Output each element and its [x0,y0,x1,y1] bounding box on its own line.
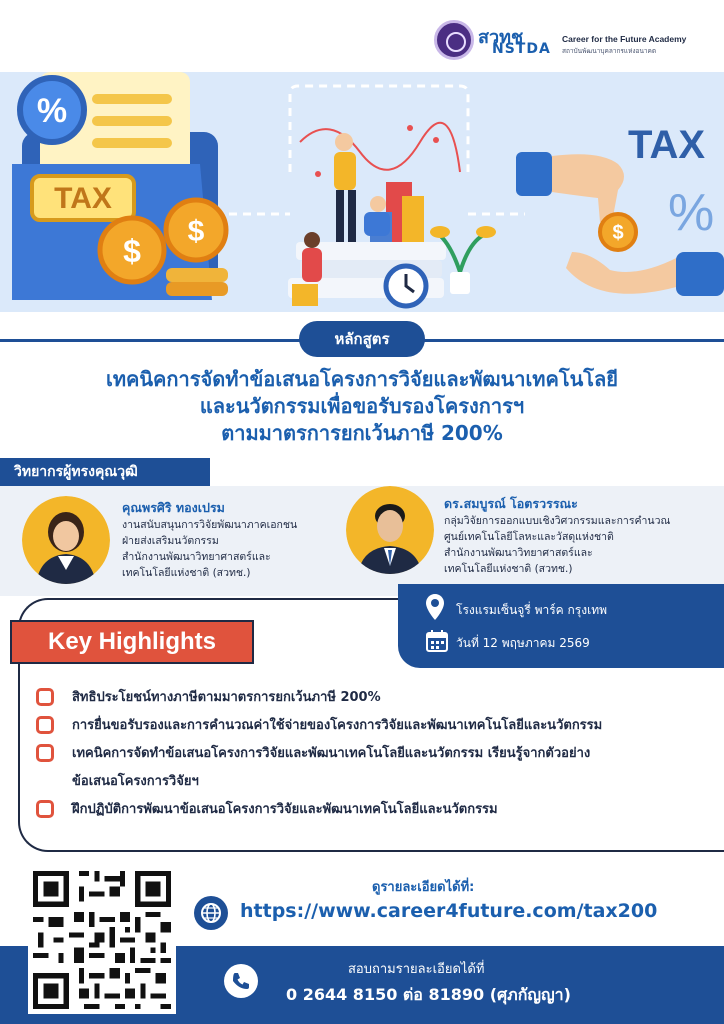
academy-name: Career for the Future Academy [562,34,687,44]
highlight-bullet-4 [36,800,54,818]
inquiry-label: สอบถามรายละเอียดได้ที่ [348,962,485,977]
course-title-line-1: เทคนิคการจัดทำข้อเสนอโครงการวิจัยและพัฒนาเทคโนโลยี [105,367,618,391]
percent-small-text: % [668,184,715,242]
details-label: ดูรายละเอียดได้ที่: [372,880,475,895]
speaker-1-avatar [22,496,110,584]
speaker-2-line-3: สำนักงานพัฒนาวิทยาศาสตร์และ [444,547,593,559]
course-title-line-2: และนวัตกรรมเพื่อขอรับรองโครงการฯ [199,394,525,418]
highlight-item-3-cont: ข้อเสนอโครงการวิจัยฯ [72,774,199,789]
highlight-bullet-2 [36,716,54,734]
speaker-2-avatar [346,486,434,574]
tax-word-text: TAX [628,123,706,167]
highlight-item-4: ฝึกปฏิบัติการพัฒนาข้อเสนอโครงการวิจัยและพัฒนาเทคโนโลยีและนวัตกรรม [72,802,498,817]
course-title-line-3: ตามมาตรการยกเว้นภาษี 200% [221,421,503,445]
speaker-2-name: ดร.สมบูรณ์ โอตรวรรณะ [444,496,578,511]
svg-text:$: $ [187,215,205,248]
academy-subtitle: สถาบันพัฒนาบุคลากรแห่งอนาคต [562,48,657,55]
contact-phone[interactable]: 0 2644 8150 ต่อ 81890 (ศุภกัญญา) [286,985,571,1004]
highlight-bullet-1 [36,688,54,706]
header [0,0,724,72]
highlight-item-3: เทคนิคการจัดทำข้อเสนอโครงการวิจัยและพัฒนาเทคโนโลยีและนวัตกรรม เรียนรู้จากตัวอย่าง [72,746,591,761]
logo-thai-text: สวทช [478,27,524,48]
nstda-wordmark [478,22,556,60]
speaker-1-name: คุณพรศิริ ทองเปรม [122,500,225,515]
speaker-2-line-2: ศูนย์เทคโนโลยีโลหะและวัสดุแห่งชาติ [444,531,614,543]
speaker-1-line-1: งานสนับสนุนการวิจัยพัฒนาภาคเอกชน [122,519,298,531]
percent-badge-text: % [36,92,68,130]
speaker-1-line-4: เทคโนโลยีแห่งชาติ (สวทช.) [122,567,251,579]
speaker-2-line-1: กลุ่มวิจัยการออกแบบเชิงวิศวกรรมและการคำนวณ [444,515,671,527]
key-highlights-banner [10,620,254,664]
hero-illustration [0,72,724,312]
qr-code[interactable] [28,866,176,1014]
highlight-bullet-3 [36,744,54,762]
phone-icon [224,964,258,998]
speaker-1-line-3: สำนักงานพัฒนาวิทยาศาสตร์และ [122,551,271,563]
speaker-2-line-4: เทคโนโลยีแห่งชาติ (สวทช.) [444,563,573,575]
course-title [30,366,694,447]
location-pin-icon [426,594,444,620]
hero-artwork [0,72,724,312]
key-highlights-title: Key Highlights [47,628,216,655]
speaker-1-line-2: ฝ่ายส่งเสริมนวัตกรรม [122,535,219,547]
course-url-link[interactable]: https://www.career4future.com/tax200 [240,900,658,922]
highlight-item-1: สิทธิประโยชน์ทางภาษีตามมาตรการยกเว้นภาษี 200% [72,690,381,705]
highlight-item-2: การยื่นขอรับรองและการคำนวณค่าใช้จ่ายของโครงการวิจัยและพัฒนาเทคโนโลยีและนวัตกรรม [72,718,603,733]
course-label-pill: หลักสูตร [299,321,425,357]
logo-latin-text: NSTDA [492,41,551,57]
svg-text:$: $ [612,222,624,244]
speakers-section-label: วิทยากรผู้ทรงคุณวุฒิ [0,458,210,486]
date-text: วันที่ 12 พฤษภาคม 2569 [456,636,590,650]
venue-date-box [398,584,724,668]
venue-text: โรงแรมเซ็นจูรี่ พาร์ค กรุงเทพ [456,603,608,617]
calendar-icon [426,630,448,652]
coin-symbol-text: $ [123,233,141,269]
globe-icon [194,896,228,930]
nstda-seal-logo [434,20,474,60]
tax-tag-text: TAX [54,182,112,215]
